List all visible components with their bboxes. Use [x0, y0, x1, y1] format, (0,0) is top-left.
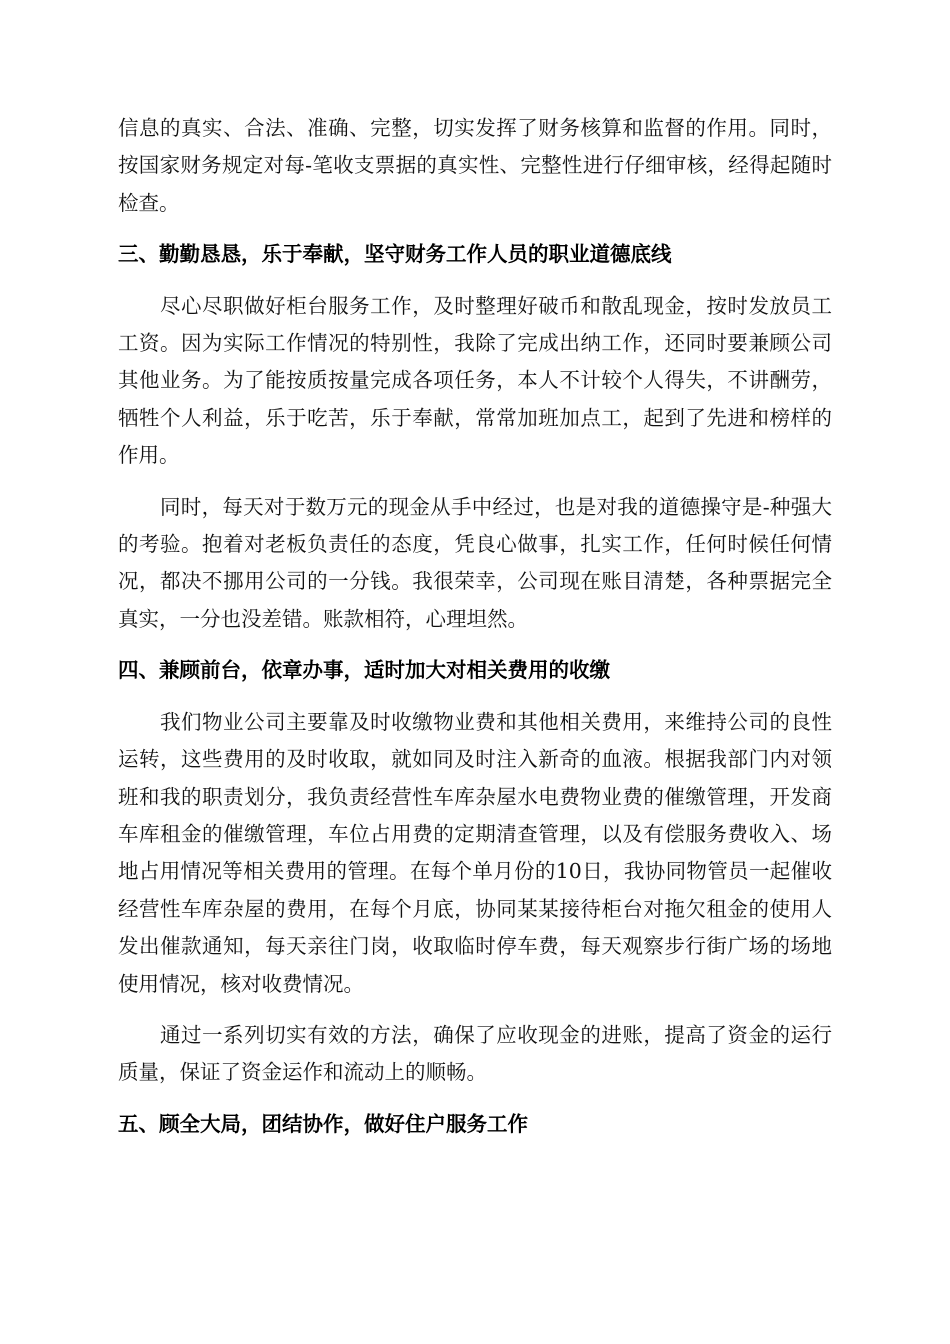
section-heading-3: 三、勤勤恳恳，乐于奉献，坚守财务工作人员的职业道德底线 [118, 242, 672, 267]
document-body [118, 110, 832, 1143]
paragraph-4b: 通过一系列切实有效的方法，确保了应收现金的进账，提高了资金的运行质量，保证了资金运作和流动上的顺畅。 [118, 1022, 832, 1085]
paragraph-3b: 同时，每天对于数万元的现金从手中经过，也是对我的道德操守是-种强大的考验。抱着对老板负责任的态度，凭良心做事，扎实工作，任何时候任何情况，都决不挪用公司的一分钱。我很荣幸，公司现在账目清楚，各种票据完全真实，一分也没差错。账款相符，心理坦然。 [118, 494, 832, 631]
paragraph-3a: 尽心尽职做好柜台服务工作，及时整理好破币和散乱现金，按时发放员工工资。因为实际工作情况的特别性，我除了完成出纳工作，还同时要兼顾公司其他业务。为了能按质按量完成各项任务，本人不计较个人得失，不讲酬劳，牺牲个人利益，乐于吃苦，乐于奉献，常常加班加点工，起到了先进和榜样的作用。 [118, 293, 832, 468]
section-heading-4: 四、兼顾前台，依章办事，适时加大对相关费用的收缴 [118, 658, 610, 683]
paragraph-continuation: 信息的真实、合法、准确、完整，切实发挥了财务核算和监督的作用。同时，按国家财务规定对每-笔收支票据的真实性、完整性进行仔细审核，经得起随时检查。 [118, 116, 832, 215]
section-heading-5: 五、顾全大局，团结协作，做好住户服务工作 [118, 1111, 528, 1136]
paragraph-4a: 我们物业公司主要靠及时收缴物业费和其他相关费用，来维持公司的良性运转，这些费用的及时收取，就如同及时注入新奇的血液。根据我部门内对领班和我的职责划分，我负责经营性车库杂屋水电费物业费的催缴管理，开发商车库租金的催缴管理，车位占用费的定期清查管理，以及有偿服务费收入、场地占用情况等相关费用的管理。在每个单月份的10日，我协同物管员一起催收经营性车库杂屋的费用，在每个月底，协同某某接待柜台对拖欠租金的使用人发出催款通知，每天亲往门岗，收取临时停车费，每天观察步行街广场的场地使用情况，核对收费情况。 [118, 709, 832, 996]
